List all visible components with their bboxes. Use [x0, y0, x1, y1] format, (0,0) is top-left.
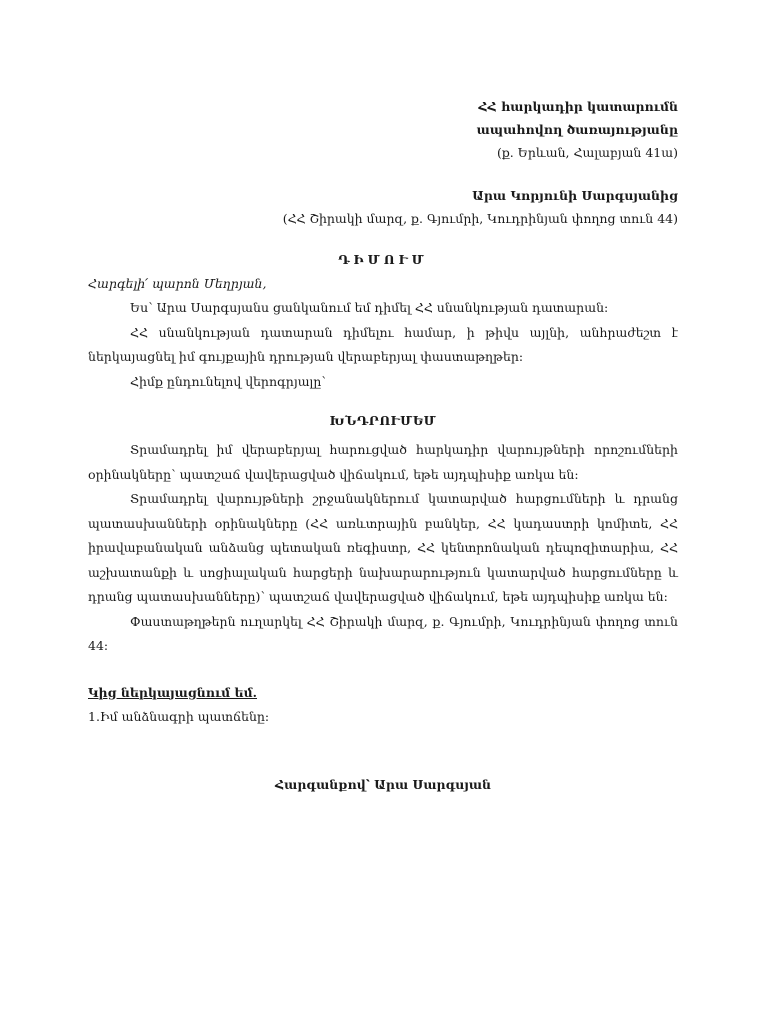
- paragraph: Ես՝ Արա Սարգսյանս ցանկանում եմ դիմել ՀՀ սնանկության դատարան:: [130, 300, 609, 315]
- request-paragraph: Տրամադրել վարույթների շրջանակներում կատարված հարցումների և դրանց պատասխանների օրինակները (ՀՀ առևտրային բանկեր, ՀՀ կադաստրի կոմիտե, ՀՀ իրավաբանական անձանց պետական ռեգիստր, ՀՀ կենտրոնական դեպոզիտարիա, ՀՀ աշխատանքի և սոցիալական հարցերի նախարարություն կատարված հարցումները և դրանց պատասխանները)՝ պատշաճ վավերացված վիճակում, եթե այդպիսիք առկա են:: [88, 491, 678, 604]
- paragraph: Հիմք ընդունելով վերոգրյալը՝: [130, 373, 326, 389]
- addressee-address: (ք. Երևան, Հալաբյան 41ա): [496, 145, 678, 160]
- signature: Հարգանքով՝ Արա Սարգսյան: [274, 776, 492, 792]
- attachment-item: 1.Իմ անձնագրի պատճենը:: [88, 708, 270, 724]
- addressee-line-2: ապահովող ծառայությանը: [476, 122, 678, 137]
- greeting: Հարգելի՛ պարոն Մեղրյան,: [88, 276, 267, 291]
- document-title: ԴԻՄՈՒՄ: [338, 252, 428, 267]
- sender-address: (ՀՀ Շիրակի մարզ, ք. Գյումրի, Կուդրինյան փողոց տուն 44): [282, 211, 678, 226]
- document-page: [88, 0, 678, 797]
- request-paragraph: Տրամադրել իմ վերաբերյալ հարուցված հարկադիր վարույթների որոշումների օրինակները՝ պատշաճ վավերացված վիճակում, եթե այդպիսիք առկա են:: [88, 442, 678, 482]
- sender-name: Արա Կորյունի Սարգսյանից: [472, 188, 678, 203]
- addressee-line-1: ՀՀ հարկադիր կատարումն: [478, 99, 678, 114]
- addressee-block: [88, 95, 678, 164]
- sender-block: [88, 184, 678, 230]
- request-title: ԽՆԴՐՈՒՄԵՄ: [329, 413, 437, 428]
- paragraph: ՀՀ սնանկության դատարան դիմելու համար, ի թիվս այլնի, անհրաժեշտ է ներկայացնել իմ գույքային դրության վերաբերյալ փաստաթղթեր:: [88, 324, 678, 364]
- attachments-title: Կից ներկայացնում եմ.: [88, 684, 258, 700]
- request-paragraph: Փաստաթղթերն ուղարկել ՀՀ Շիրակի մարզ, ք. Գյումրի, Կուդրինյան փողոց տուն 44:: [88, 613, 678, 653]
